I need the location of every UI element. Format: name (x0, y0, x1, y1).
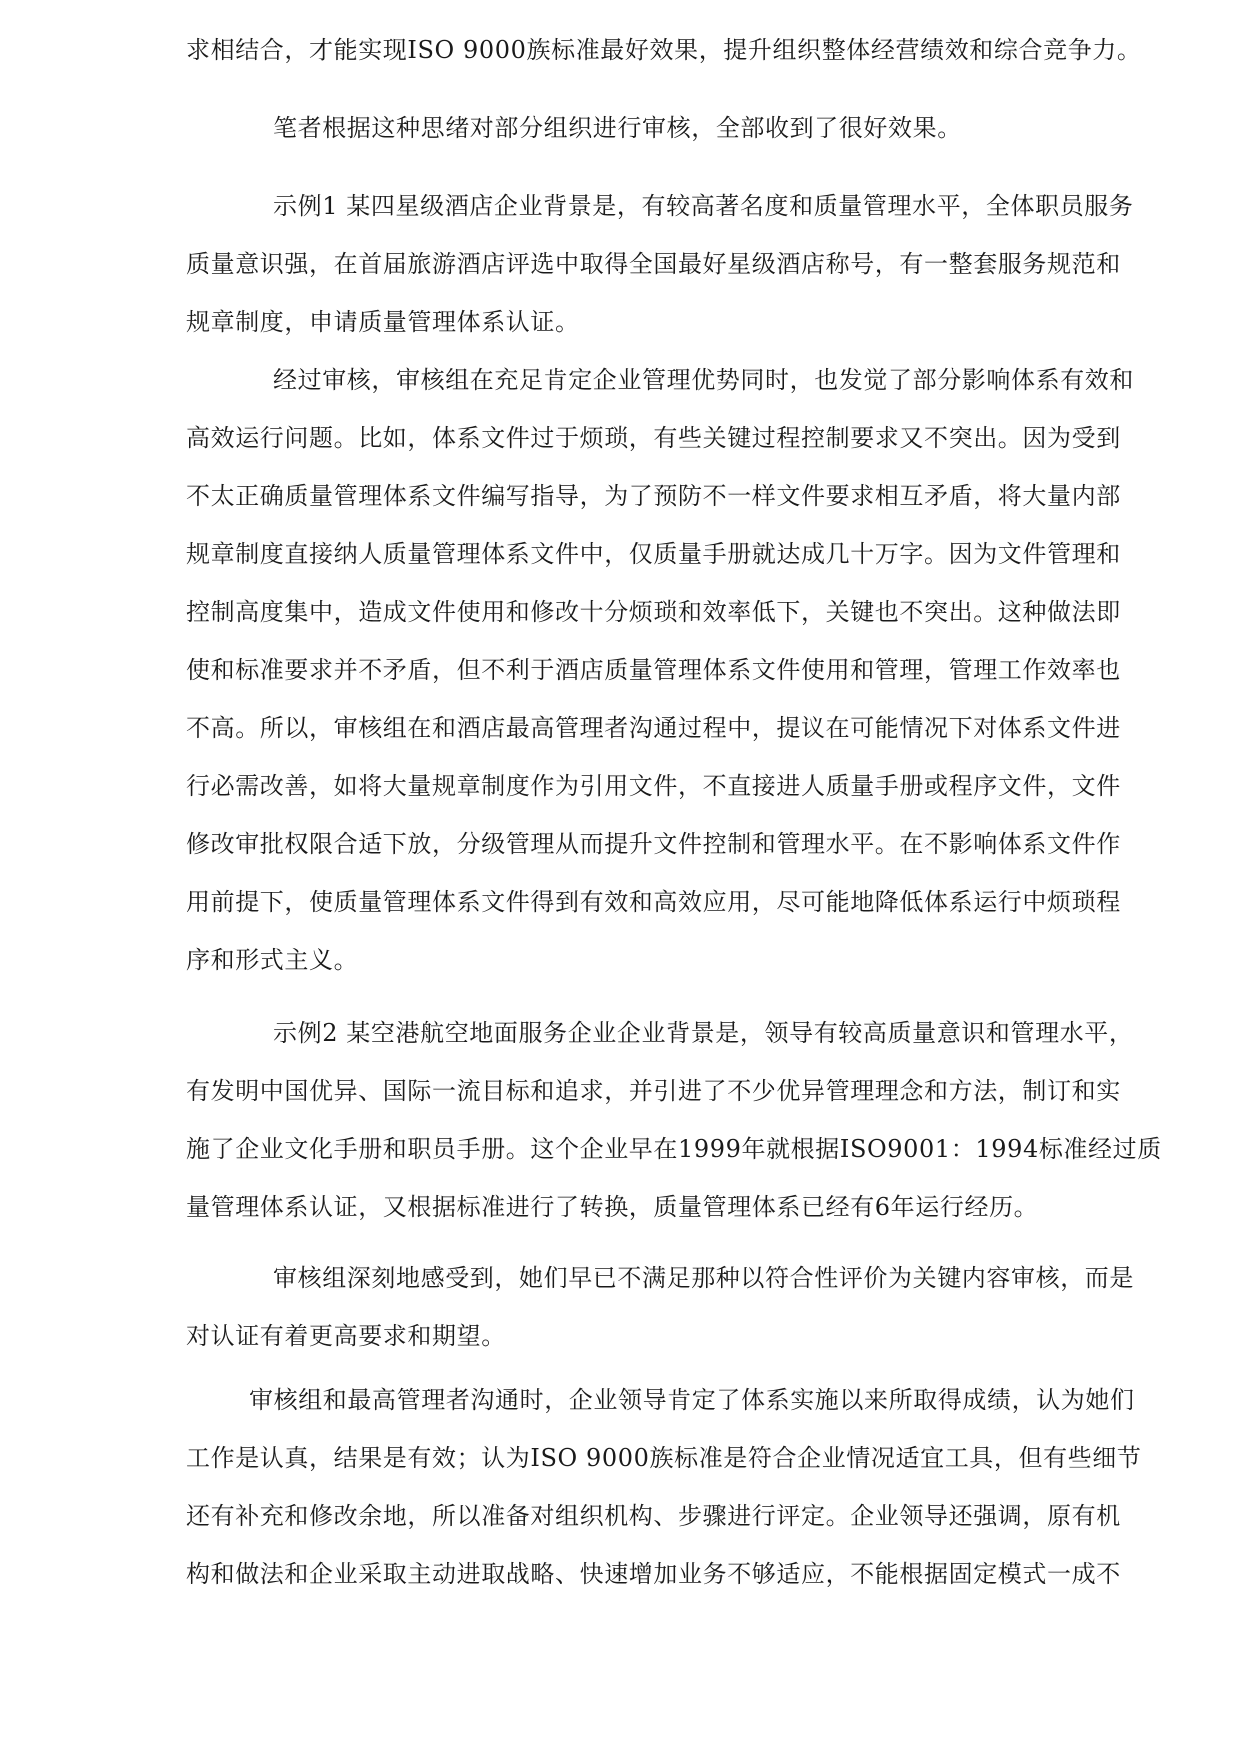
text-line: 求相结合，才能实现ISO 9000族标准最好效果，提升组织整体经营绩效和综合竞争力。 (186, 36, 1142, 64)
text-line: 示例1 某四星级酒店企业背景是，有较高著名度和质量管理水平，全体职员服务 (273, 192, 1134, 220)
text-line: 还有补充和修改余地，所以准备对组织机构、步骤进行评定。企业领导还强调，原有机 (186, 1502, 1121, 1530)
text-line: 规章制度，申请质量管理体系认证。 (186, 308, 580, 336)
text-line: 审核组和最高管理者沟通时，企业领导肯定了体系实施以来所取得成绩，认为她们 (249, 1386, 1135, 1414)
text-line: 规章制度直接纳人质量管理体系文件中，仅质量手册就达成几十万字。因为文件管理和 (186, 540, 1121, 568)
text-line: 构和做法和企业采取主动进取战略、快速增加业务不够适应，不能根据固定模式一成不 (186, 1560, 1121, 1588)
text-line: 质量意识强，在首届旅游酒店评选中取得全国最好星级酒店称号，有一整套服务规范和 (186, 250, 1121, 278)
text-line: 经过审核，审核组在充足肯定企业管理优势同时，也发觉了部分影响体系有效和 (273, 366, 1134, 394)
text-line: 不太正确质量管理体系文件编写指导，为了预防不一样文件要求相互矛盾，将大量内部 (186, 482, 1121, 510)
text-line: 施了企业文化手册和职员手册。这个企业早在1999年就根据ISO9001：1994标准经过质 (186, 1135, 1162, 1163)
text-line: 用前提下，使质量管理体系文件得到有效和高效应用，尽可能地降低体系运行中烦琐程 (186, 888, 1121, 916)
text-line: 修改审批权限合适下放，分级管理从而提升文件控制和管理水平。在不影响体系文件作 (186, 830, 1121, 858)
text-line: 工作是认真，结果是有效；认为ISO 9000族标准是符合企业情况适宜工具，但有些细节 (186, 1444, 1142, 1472)
text-line: 不高。所以，审核组在和酒店最高管理者沟通过程中，提议在可能情况下对体系文件进 (186, 714, 1121, 742)
text-line: 对认证有着更高要求和期望。 (186, 1322, 506, 1350)
text-line: 审核组深刻地感受到，她们早已不满足那种以符合性评价为关键内容审核，而是 (273, 1264, 1134, 1292)
text-line: 有发明中国优异、国际一流目标和追求，并引进了不少优异管理理念和方法，制订和实 (186, 1077, 1121, 1105)
text-line: 笔者根据这种思绪对部分组织进行审核，全部收到了很好效果。 (273, 114, 962, 142)
text-line: 序和形式主义。 (186, 946, 359, 974)
text-line: 使和标准要求并不矛盾，但不利于酒店质量管理体系文件使用和管理，管理工作效率也 (186, 656, 1121, 684)
text-line: 行必需改善，如将大量规章制度作为引用文件，不直接进人质量手册或程序文件，文件 (186, 772, 1121, 800)
text-line: 示例2 某空港航空地面服务企业企业背景是，领导有较高质量意识和管理水平， (273, 1019, 1134, 1047)
text-line: 高效运行问题。比如，体系文件过于烦琐，有些关键过程控制要求又不突出。因为受到 (186, 424, 1121, 452)
text-line: 量管理体系认证，又根据标准进行了转换，质量管理体系已经有6年运行经历。 (186, 1193, 1039, 1221)
text-line: 控制高度集中，造成文件使用和修改十分烦琐和效率低下，关键也不突出。这种做法即 (186, 598, 1121, 626)
